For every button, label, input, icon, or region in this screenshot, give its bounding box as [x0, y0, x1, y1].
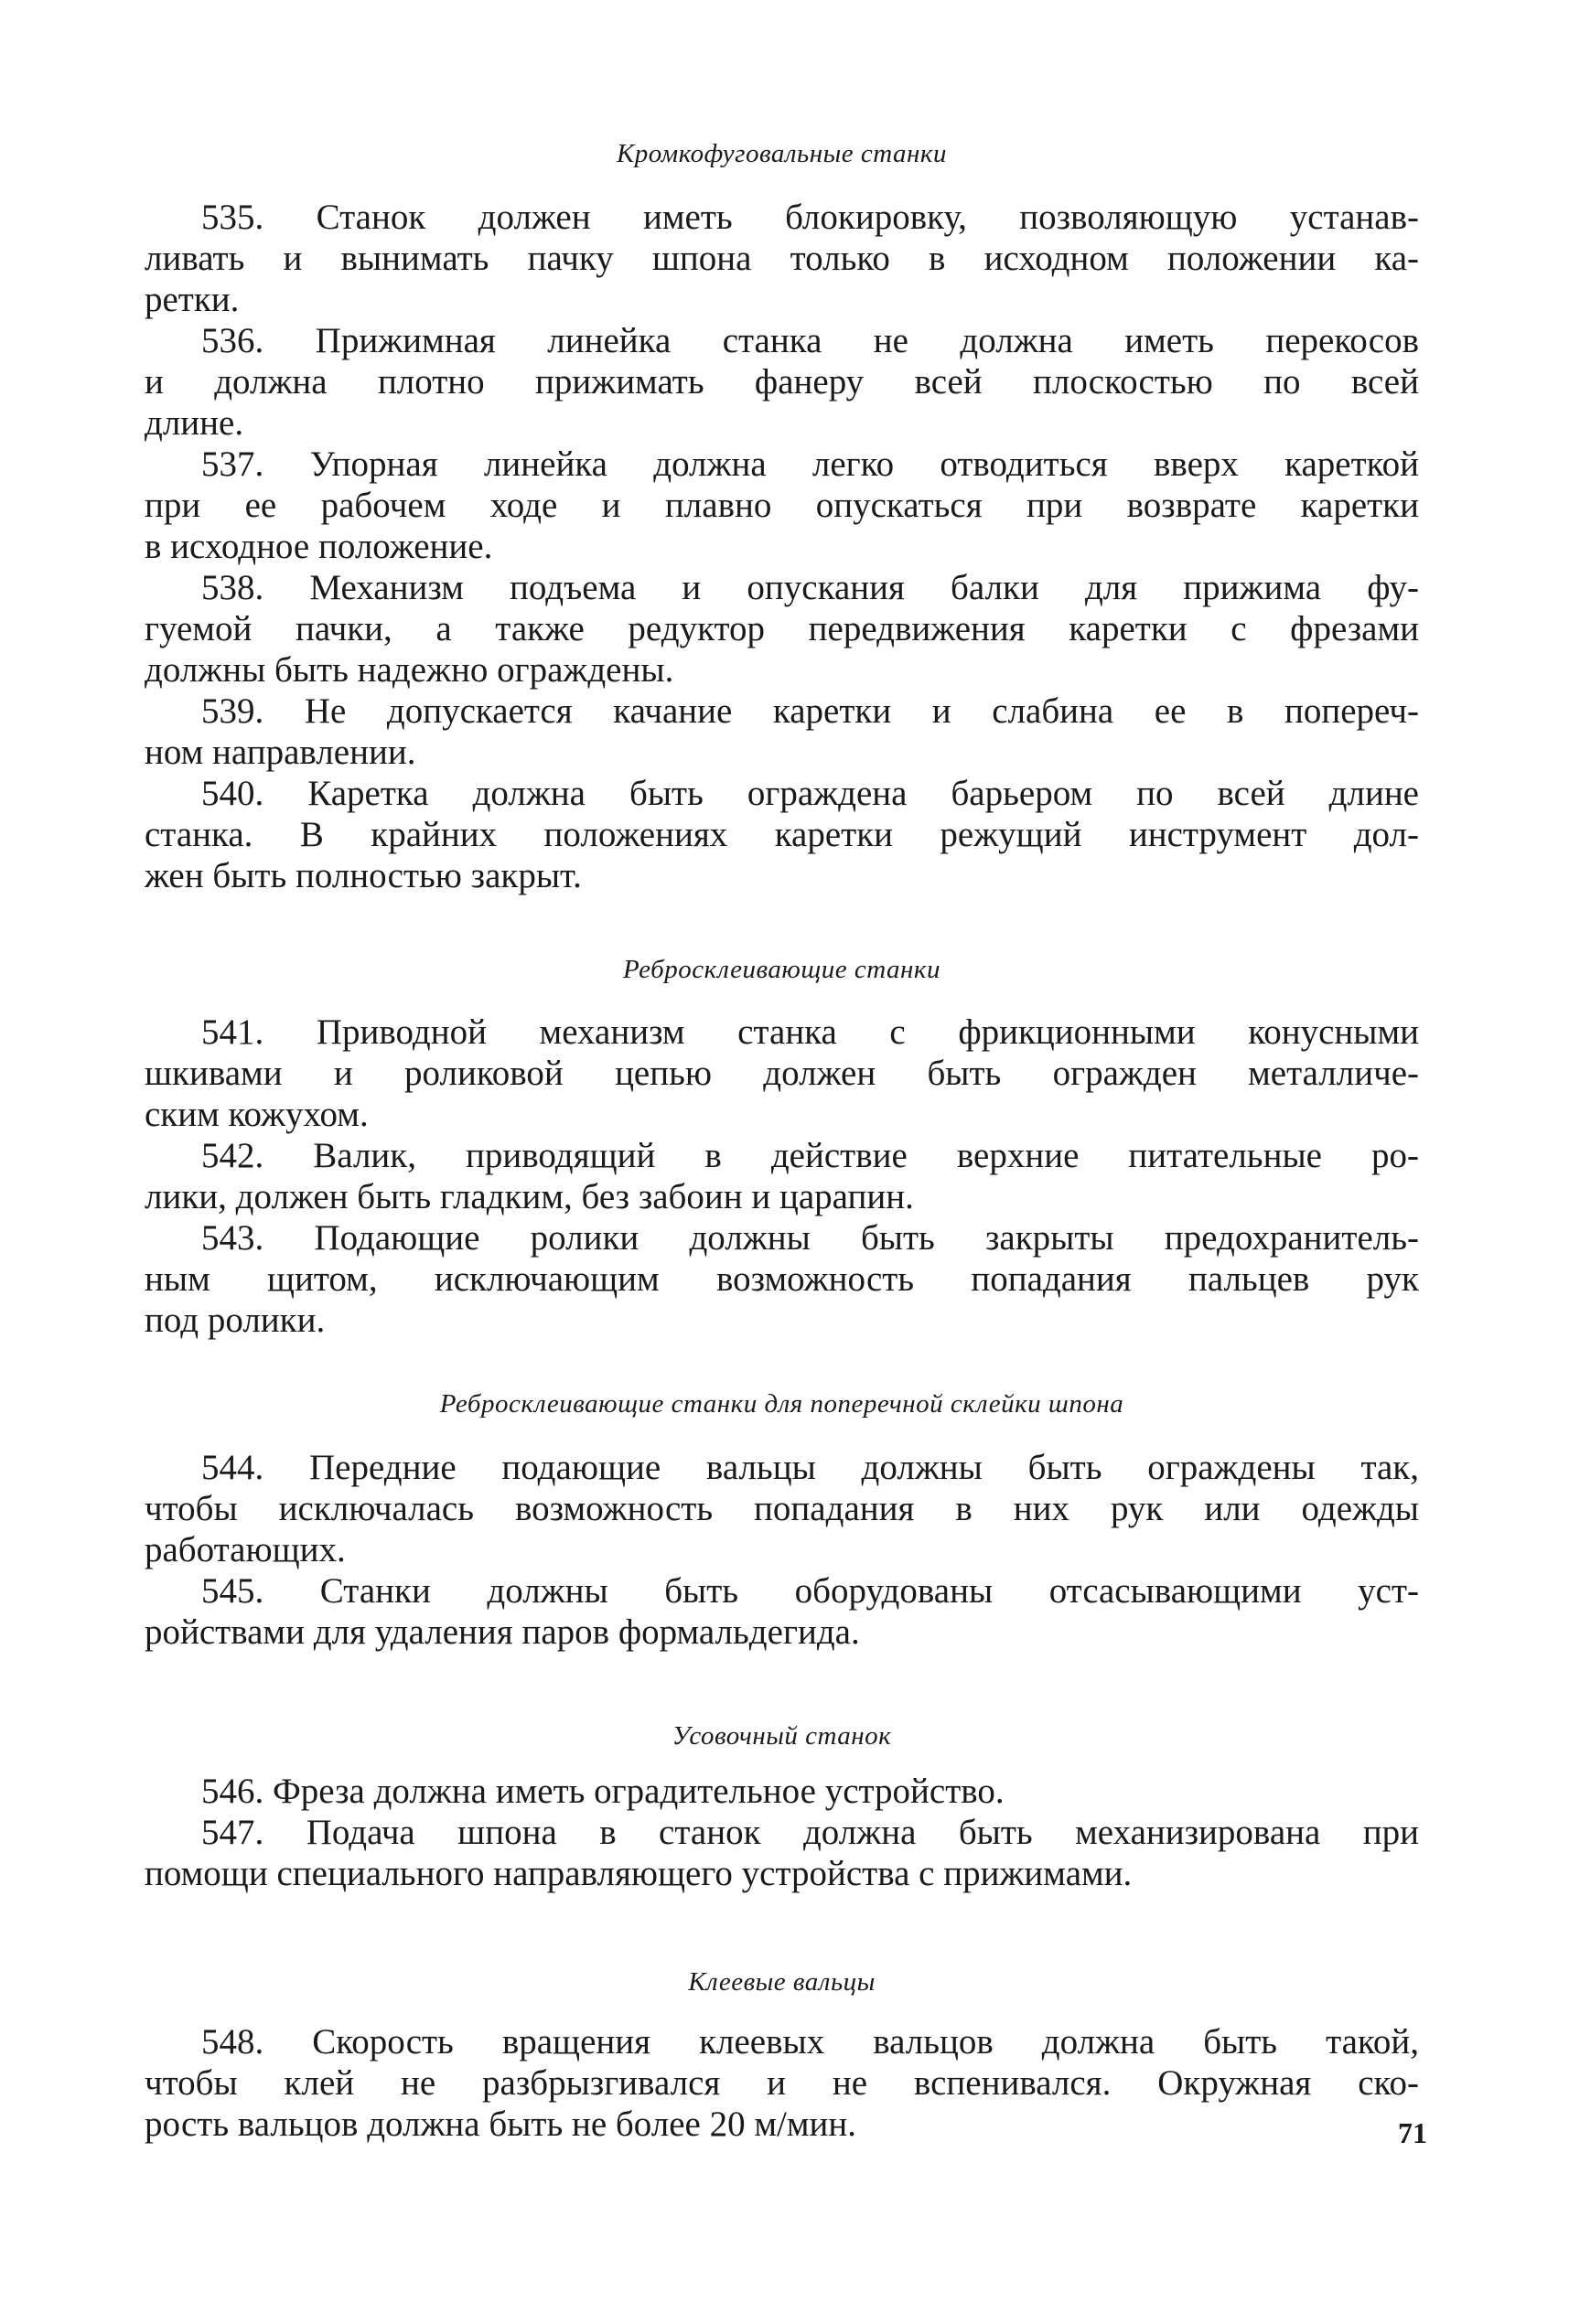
- section-body: [145, 1012, 1419, 1341]
- paragraph: [145, 567, 1419, 691]
- text-line: должны быть надежно ограждены.: [145, 650, 674, 690]
- text-line: 544. Передние подающие вальцы должны быть ограждены так,: [201, 1448, 1419, 1487]
- text-line: длине.: [145, 403, 244, 443]
- text-line: 540. Каретка должна быть ограждена барьером по всей длине: [201, 774, 1419, 813]
- paragraph: [145, 691, 1419, 773]
- text-line: ном направлении.: [145, 733, 416, 772]
- section-heading: Ребросклеивающие станки: [623, 955, 940, 984]
- section-body: [145, 2021, 1419, 2145]
- text-line: станка. В крайних положениях каретки режущий инструмент дол-: [145, 815, 1419, 854]
- text-line: под ролики.: [145, 1301, 326, 1340]
- section-body: [145, 197, 1419, 896]
- paragraph: [145, 1771, 1419, 1812]
- text-line: и должна плотно прижимать фанеру всей плоскостью по всей: [145, 362, 1419, 402]
- text-line: 538. Механизм подъема и опускания балки для прижима фу-: [201, 568, 1419, 607]
- section-heading: Клеевые вальцы: [688, 1967, 876, 1997]
- text-line: чтобы клей не разбрызгивался и не вспенивался. Окружная ско-: [145, 2063, 1419, 2103]
- text-line: шкивами и роликовой цепью должен быть огражден металличе-: [145, 1054, 1419, 1093]
- text-line: помощи специального направляющего устройства с прижимами.: [145, 1854, 1133, 1893]
- text-line: чтобы исключалась возможность попадания в них рук или одежды: [145, 1489, 1419, 1528]
- text-line: в исходное положение.: [145, 527, 493, 566]
- paragraph: [145, 1570, 1419, 1653]
- paragraph: [145, 197, 1419, 320]
- text-line: 539. Не допускается качание каретки и слабина ее в попереч-: [201, 691, 1419, 731]
- text-line: работающих.: [145, 1530, 346, 1569]
- text-line: ливать и вынимать пачку шпона только в исходном положении ка-: [145, 239, 1419, 278]
- paragraph: [145, 1012, 1419, 1135]
- paragraph: [145, 320, 1419, 444]
- text-line: 536. Прижимная линейка станка не должна иметь перекосов: [201, 321, 1419, 360]
- text-line: гуемой пачки, а также редуктор передвижения каретки с фрезами: [145, 609, 1419, 648]
- page-number: 71: [1398, 2116, 1427, 2149]
- text-line: 543. Подающие ролики должны быть закрыты предохранитель-: [201, 1218, 1419, 1258]
- paragraph: [145, 1447, 1419, 1570]
- text-line: ным щитом, исключающим возможность попадания пальцев рук: [145, 1259, 1419, 1299]
- section-heading: Усовочный станок: [672, 1721, 892, 1751]
- section-body: [145, 1447, 1419, 1653]
- section-heading: Ребросклеивающие станки для поперечной склейки шпона: [439, 1389, 1124, 1419]
- text-line: 537. Упорная линейка должна легко отводиться вверх кареткой: [201, 444, 1419, 484]
- text-line: ретки.: [145, 280, 240, 319]
- text-line: при ее рабочем ходе и плавно опускаться при возврате каретки: [145, 486, 1419, 525]
- paragraph: [145, 773, 1419, 896]
- text-line: ским кожухом.: [145, 1095, 369, 1134]
- text-line: 541. Приводной механизм станка с фрикционными конусными: [201, 1012, 1419, 1052]
- text-line: 546. Фреза должна иметь оградительное устройство.: [201, 1772, 1005, 1811]
- paragraph: [145, 1812, 1419, 1894]
- paragraph: [145, 1135, 1419, 1217]
- text-line: лики, должен быть гладким, без забоин и царапин.: [145, 1177, 914, 1216]
- text-line: 548. Скорость вращения клеевых вальцов должна быть такой,: [201, 2022, 1419, 2062]
- paragraph: [145, 444, 1419, 567]
- paragraph: [145, 2021, 1419, 2145]
- text-line: 547. Подача шпона в станок должна быть механизирована при: [201, 1813, 1419, 1852]
- text-line: 535. Станок должен иметь блокировку, позволяющую устанав-: [201, 198, 1419, 237]
- text-line: 545. Станки должны быть оборудованы отсасывающими уст-: [201, 1571, 1419, 1611]
- section-body: [145, 1771, 1419, 1894]
- text-line: жен быть полностью закрыт.: [145, 856, 582, 895]
- text-line: ройствами для удаления паров формальдегида.: [145, 1612, 860, 1652]
- section-heading: Кромкофуговальные станки: [617, 139, 947, 168]
- text-line: 542. Валик, приводящий в действие верхние питательные ро-: [201, 1136, 1419, 1175]
- paragraph: [145, 1217, 1419, 1341]
- text-line: рость вальцов должна быть не более 20 м/мин.: [145, 2104, 857, 2144]
